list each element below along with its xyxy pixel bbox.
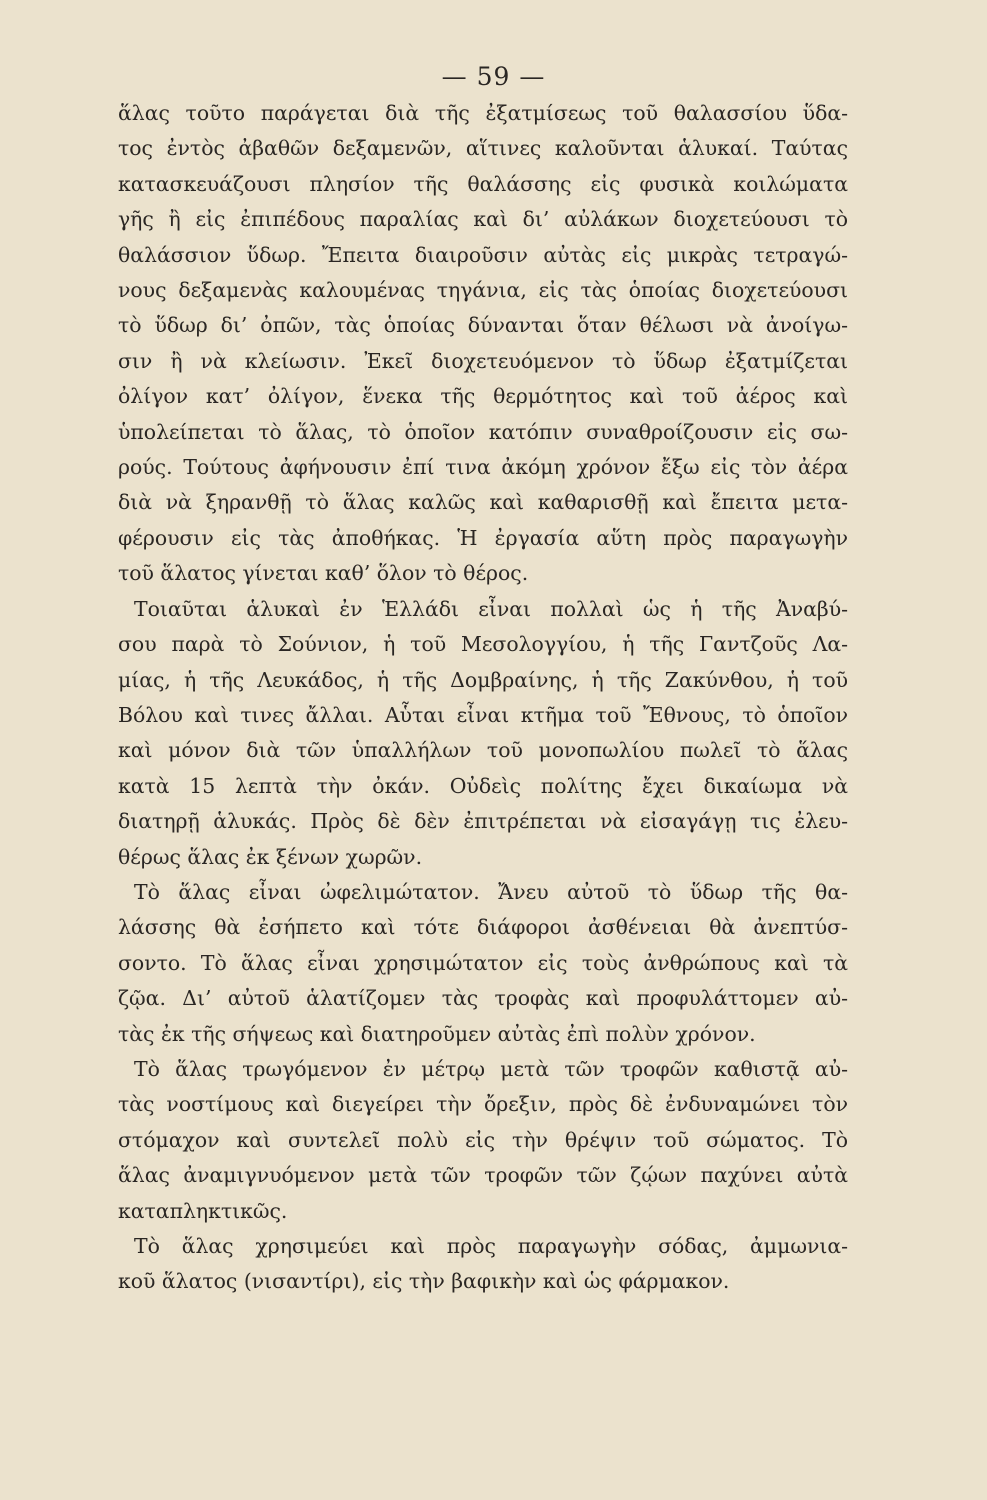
text-line: φέρουσιν εἰς τὰς ἀποθήκας. Ἡ ἐργασία αὕτη πρὸς παραγωγὴν (118, 525, 848, 550)
text-line: κατασκευάζουσι πλησίον τῆς θαλάσσης εἰς φυσικὰ κοιλώματα (118, 171, 848, 196)
text-line: λάσσης θὰ ἐσήπετο καὶ τότε διάφοροι ἀσθένειαι θὰ ἀνεπτύσ- (118, 915, 848, 940)
text-line: σου παρὰ τὸ Σούνιον, ἡ τοῦ Μεσολογγίου, ἡ τῆς Γαντζοῦς Λα- (118, 632, 848, 657)
text-line: τὸ ὕδωρ δι’ ὀπῶν, τὰς ὁποίας δύνανται ὅταν θέλωσι νὰ ἀνοίγω- (118, 313, 848, 338)
text-line: ἅλας τοῦτο παράγεται διὰ τῆς ἐξατμίσεως τοῦ θαλασσίου ὕδα- (118, 101, 848, 125)
text-line: ἅλας ἀναμιγνυόμενον μετὰ τῶν τροφῶν τῶν ζῴων παχύνει αὐτὰ (118, 1163, 848, 1188)
text-line: τος ἐντὸς ἀβαθῶν δεξαμενῶν, αἵτινες καλοῦνται ἁλυκαί. Ταύτας (118, 136, 848, 161)
text-line: γῆς ἢ εἰς ἐπιπέδους παραλίας καὶ δι’ αὐλάκων διοχετεύουσι τὸ (118, 207, 848, 232)
text-line: καὶ μόνον διὰ τῶν ὑπαλλήλων τοῦ μονοπωλίου πωλεῖ τὸ ἅλας (118, 738, 848, 763)
text-line: μίας, ἡ τῆς Λευκάδος, ἡ τῆς Δομβραίνης, ἡ τῆς Ζακύνθου, ἡ τοῦ (118, 667, 848, 692)
text-line: ὑπολείπεται τὸ ἅλας, τὸ ὁποῖον κατόπιν συναθροίζουσιν εἰς σω- (118, 419, 848, 444)
text-line: σιν ἢ νὰ κλείωσιν. Ἐκεῖ διοχετευόμενον τὸ ὕδωρ ἐξατμίζεται (118, 348, 848, 373)
paragraph-salt-works-greece (118, 592, 848, 875)
text-line: νους δεξαμενὰς καλουμένας τηγάνια, εἰς τὰς ὁποίας διοχετεύουσι (118, 278, 848, 303)
text-line: Τοιαῦται ἁλυκαὶ ἐν Ἑλλάδι εἶναι πολλαὶ ὡς ἡ τῆς Ἀναβύ- (134, 596, 848, 621)
text-line: θαλάσσιον ὕδωρ. Ἔπειτα διαιροῦσιν αὐτὰς εἰς μικρὰς τετραγώ- (118, 242, 848, 267)
page-number: — 59 — (441, 62, 546, 91)
text-line: Τὸ ἅλας εἶναι ὠφελιμώτατον. Ἄνευ αὐτοῦ τὸ ὕδωρ τῆς θα- (134, 879, 848, 904)
text-line: Τὸ ἅλας τρωγόμενον ἐν μέτρῳ μετὰ τῶν τροφῶν καθιστᾷ αὐ- (134, 1056, 848, 1081)
text-line: Βόλου καὶ τινες ἄλλαι. Αὗται εἶναι κτῆμα τοῦ Ἔθνους, τὸ ὁποῖον (118, 702, 848, 727)
text-line: κατὰ 15 λεπτὰ τὴν ὀκάν. Οὐδεὶς πολίτης ἔχει δικαίωμα νὰ (118, 773, 848, 798)
paragraph-salt-production (118, 96, 848, 592)
text-line: διατηρῇ ἁλυκάς. Πρὸς δὲ δὲν ἐπιτρέπεται νὰ εἰσαγάγῃ τις ἐλευ- (118, 809, 848, 834)
text-line: ρούς. Τούτους ἀφήνουσιν ἐπί τινα ἀκόμη χρόνον ἔξω εἰς τὸν ἀέρα (118, 455, 848, 480)
text-line: τοῦ ἅλατος γίνεται καθ’ ὅλον τὸ θέρος. (118, 561, 529, 586)
paragraph-salt-industrial-uses (118, 1229, 848, 1300)
text-line: ζῷα. Δι’ αὐτοῦ ἁλατίζομεν τὰς τροφὰς καὶ προφυλάττομεν αὐ- (118, 986, 848, 1011)
text-line: θέρως ἅλας ἐκ ξένων χωρῶν. (118, 844, 423, 869)
text-line: ὀλίγον κατ’ ὀλίγον, ἕνεκα τῆς θερμότητος καὶ τοῦ ἀέρος καὶ (118, 384, 848, 409)
text-line: σοντο. Τὸ ἅλας εἶναι χρησιμώτατον εἰς τοὺς ἀνθρώπους καὶ τὰ (118, 950, 848, 975)
text-line: Τὸ ἅλας χρησιμεύει καὶ πρὸς παραγωγὴν σόδας, ἀμμωνια- (134, 1234, 848, 1258)
text-line: διὰ νὰ ξηρανθῇ τὸ ἅλας καλῶς καὶ καθαρισθῇ καὶ ἔπειτα μετα- (118, 490, 848, 515)
text-line: στόμαχον καὶ συντελεῖ πολὺ εἰς τὴν θρέψιν τοῦ σώματος. Τὸ (118, 1127, 848, 1152)
text-line: τὰς νοστίμους καὶ διεγείρει τὴν ὄρεξιν, πρὸς δὲ ἐνδυναμώνει τὸν (118, 1092, 848, 1117)
paragraph-salt-usefulness (118, 875, 848, 1052)
text-line: καταπληκτικῶς. (118, 1198, 288, 1223)
paragraph-salt-nutrition (118, 1052, 848, 1229)
text-line: κοῦ ἅλατος (νισαντίρι), εἰς τὴν βαφικὴν καὶ ὡς φάρμακον. (118, 1269, 730, 1294)
body-text (118, 96, 848, 1300)
text-line: τὰς ἐκ τῆς σήψεως καὶ διατηροῦμεν αὐτὰς ἐπὶ πολὺν χρόνον. (118, 1021, 756, 1046)
